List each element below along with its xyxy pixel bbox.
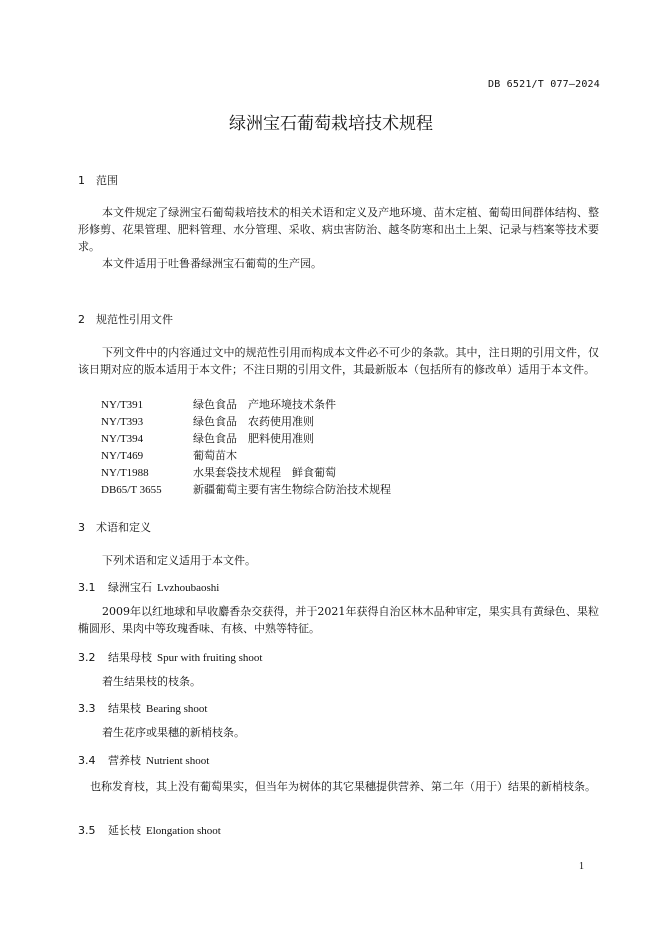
reference-item (101, 396, 391, 413)
terms-intro-paragraph: 下列术语和定义适用于本文件。 (102, 554, 256, 567)
reference-code: NY/T391 (101, 399, 144, 411)
section-number: 1 (78, 174, 85, 187)
term-chinese: 延长枝 (108, 824, 141, 837)
term-english: Bearing shoot (146, 703, 208, 715)
term-3-1-definition: 2009年以红地球和早收麝香杂交获得，并于2021年获得自治区林木品种审定，果实具有黄绿色、果粒椭圆形、果肉中等玫瑰香味、有核、中熟等特征。 (78, 605, 599, 635)
term-english: Lvzhoubaoshi (157, 582, 220, 594)
reference-code: NY/T469 (101, 450, 144, 462)
reference-code: NY/T394 (101, 433, 144, 445)
section-number: 2 (78, 313, 85, 326)
term-number: 3.1 (78, 581, 96, 594)
page-number: 1 (579, 861, 584, 872)
term-3-2-heading (78, 649, 262, 665)
scope-paragraph-2: 本文件适用于吐鲁番绿洲宝石葡萄的生产园。 (102, 257, 322, 270)
normative-references-paragraph: 下列文件中的内容通过文中的规范性引用而构成本文件必不可少的条款。其中，注日期的引用文件，仅该日期对应的版本适用于本文件；不注日期的引用文件，其最新版本（包括所有的修改单）适用于本文件。 (78, 346, 599, 376)
section-title: 术语和定义 (96, 521, 151, 534)
term-3-3-heading (78, 700, 207, 716)
section-3-heading (78, 519, 151, 535)
reference-item (101, 430, 391, 447)
section-number: 3 (78, 521, 85, 534)
reference-title: 葡萄苗木 (193, 449, 237, 462)
section-1-heading (78, 172, 118, 188)
reference-title: 新疆葡萄主要有害生物综合防治技术规程 (193, 483, 391, 496)
term-number: 3.2 (78, 651, 96, 664)
section-title: 范围 (96, 174, 118, 187)
reference-code: NY/T1988 (101, 467, 149, 479)
reference-title: 绿色食品 产地环境技术条件 (193, 398, 336, 411)
reference-item (101, 413, 391, 430)
section-2-heading (78, 311, 173, 327)
term-number: 3.3 (78, 702, 96, 715)
term-3-5-heading (78, 822, 221, 838)
term-3-1-heading (78, 579, 219, 595)
term-chinese: 结果枝 (108, 702, 141, 715)
reference-list (101, 396, 391, 498)
term-chinese: 绿洲宝石 (108, 581, 152, 594)
term-english: Elongation shoot (146, 825, 221, 837)
term-number: 3.4 (78, 754, 96, 767)
term-chinese: 结果母枝 (108, 651, 152, 664)
term-english: Nutrient shoot (146, 755, 210, 767)
term-3-3-definition: 着生花序或果穗的新梢枝条。 (102, 726, 245, 739)
document-title: 绿洲宝石葡萄栽培技术规程 (229, 114, 433, 134)
reference-title: 绿色食品 农药使用准则 (193, 415, 314, 428)
term-3-2-definition: 着生结果枝的枝条。 (102, 675, 201, 688)
reference-title: 绿色食品 肥料使用准则 (193, 432, 314, 445)
scope-paragraph-1: 本文件规定了绿洲宝石葡萄栽培技术的相关术语和定义及产地环境、苗木定植、葡萄田间群体结构、整形修剪、花果管理、肥料管理、水分管理、采收、病虫害防治、越冬防寒和出土上架、记录与档案等技术要求。 (78, 206, 599, 253)
reference-item (101, 447, 391, 464)
reference-code: DB65/T 3655 (101, 484, 162, 496)
term-3-4-definition: 也称发育枝，其上没有葡萄果实，但当年为树体的其它果穗提供营养、第二年（用于）结果的新梢枝条。 (90, 780, 596, 793)
document-code: DB 6521/T 077—2024 (488, 79, 600, 90)
term-number: 3.5 (78, 824, 96, 837)
reference-item (101, 481, 391, 498)
reference-item (101, 464, 391, 481)
term-chinese: 营养枝 (108, 754, 141, 767)
reference-code: NY/T393 (101, 416, 144, 428)
reference-title: 水果套袋技术规程 鲜食葡萄 (193, 466, 336, 479)
term-3-4-heading (78, 752, 209, 768)
section-title: 规范性引用文件 (96, 313, 173, 326)
term-english: Spur with fruiting shoot (157, 652, 263, 664)
